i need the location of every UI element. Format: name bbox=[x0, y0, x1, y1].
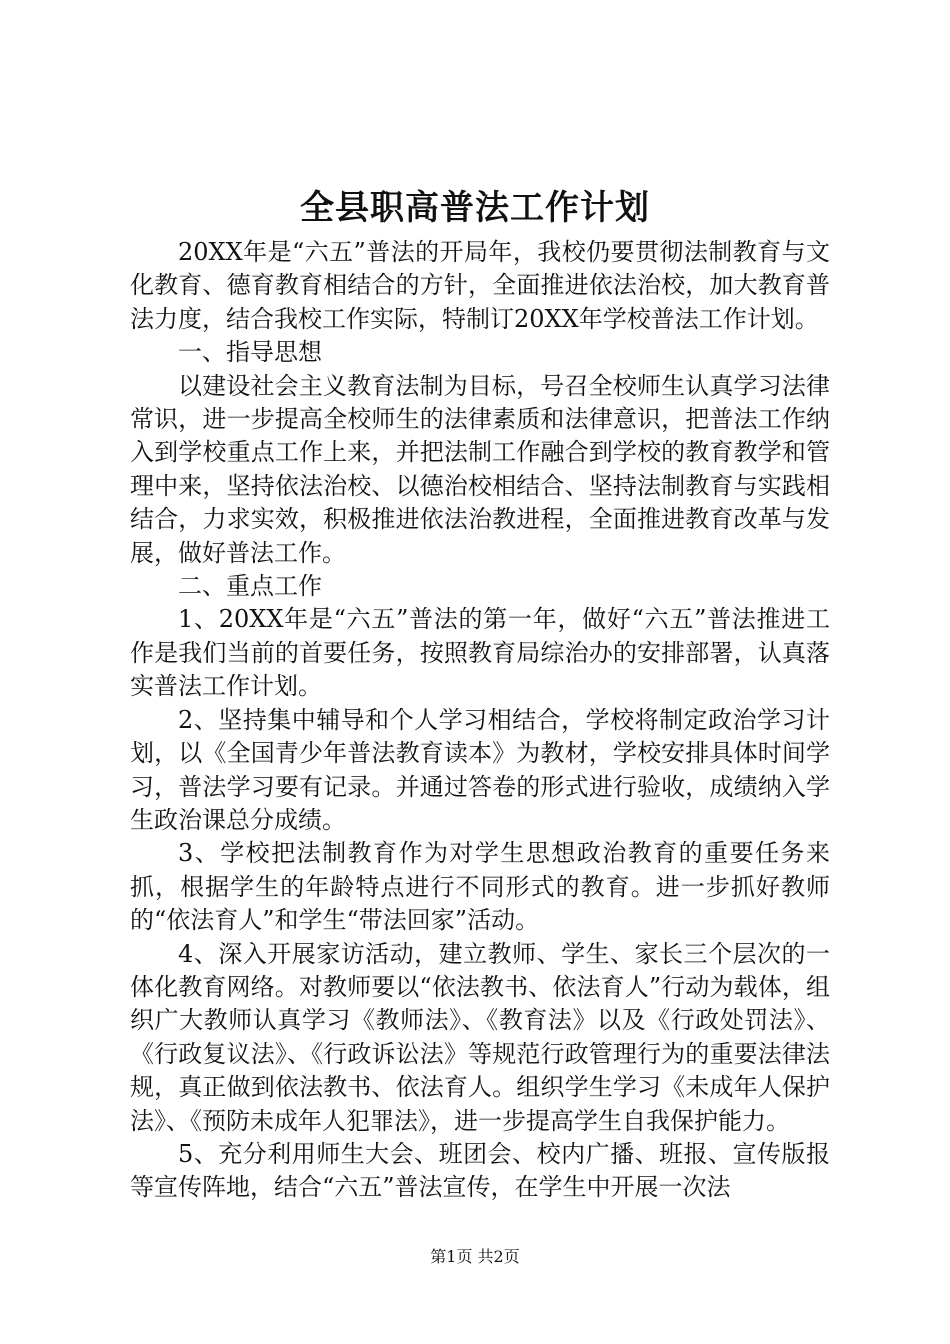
document-body bbox=[130, 236, 830, 1205]
section-heading-guiding-ideology: 一、指导思想 bbox=[178, 338, 322, 367]
document-title: 全县职高普法工作计划 bbox=[300, 188, 650, 228]
key-work-item-4: 4、深入开展家访活动，建立教师、学生、家长三个层次的一体化教育网络。对教师要以“依法教书、依法育人”行动为载体，组织广大教师认真学习《教师法》、《教育法》以及《行政处罚法》、《行政复议法》、《行政诉讼法》等规范行政管理行为的重要法律法规，真正做到依法教书、依法育人。组织学生学习《未成年人保护法》、《预防未成年人犯罪法》，进一步提高学生自我保护能力。 bbox=[130, 939, 830, 1135]
key-work-item-2: 2、坚持集中辅导和个人学习相结合，学校将制定政治学习计划，以《全国青少年普法教育读本》为教材，学校安排具体时间学习，普法学习要有记录。并通过答卷的形式进行验收，成绩纳入学生政治课总分成绩。 bbox=[130, 705, 830, 834]
page-number-footer: 第1页 共2页 bbox=[430, 1247, 520, 1266]
intro-paragraph: 20XX年是“六五”普法的开局年，我校仍要贯彻法制教育与文化教育、德育教育相结合的方针，全面推进依法治校，加大教育普法力度，结合我校工作实际，特制订20XX年学校普法工作计划。 bbox=[130, 238, 830, 333]
section-heading-key-work: 二、重点工作 bbox=[178, 572, 322, 601]
guiding-ideology-paragraph: 以建设社会主义教育法制为目标，号召全校师生认真学习法律常识，进一步提高全校师生的法律素质和法律意识，把普法工作纳入到学校重点工作上来，并把法制工作融合到学校的教育教学和管理中来，坚持依法治校、以德治校相结合、坚持法制教育与实践相结合，力求实效，积极推进依法治教进程，全面推进教育改革与发展，做好普法工作。 bbox=[130, 371, 830, 567]
key-work-item-5: 5、充分利用师生大会、班团会、校内广播、班报、宣传版报等宣传阵地，结合“六五”普法宣传，在学生中开展一次法 bbox=[130, 1139, 830, 1202]
key-work-item-3: 3、学校把法制教育作为对学生思想政治教育的重要任务来抓，根据学生的年龄特点进行不同形式的教育。进一步抓好教师的“依法育人”和学生“带法回家”活动。 bbox=[130, 839, 830, 935]
key-work-item-1: 1、20XX年是“六五”普法的第一年，做好“六五”普法推进工作是我们当前的首要任务，按照教育局综治办的安排部署，认真落实普法工作计划。 bbox=[130, 605, 830, 701]
